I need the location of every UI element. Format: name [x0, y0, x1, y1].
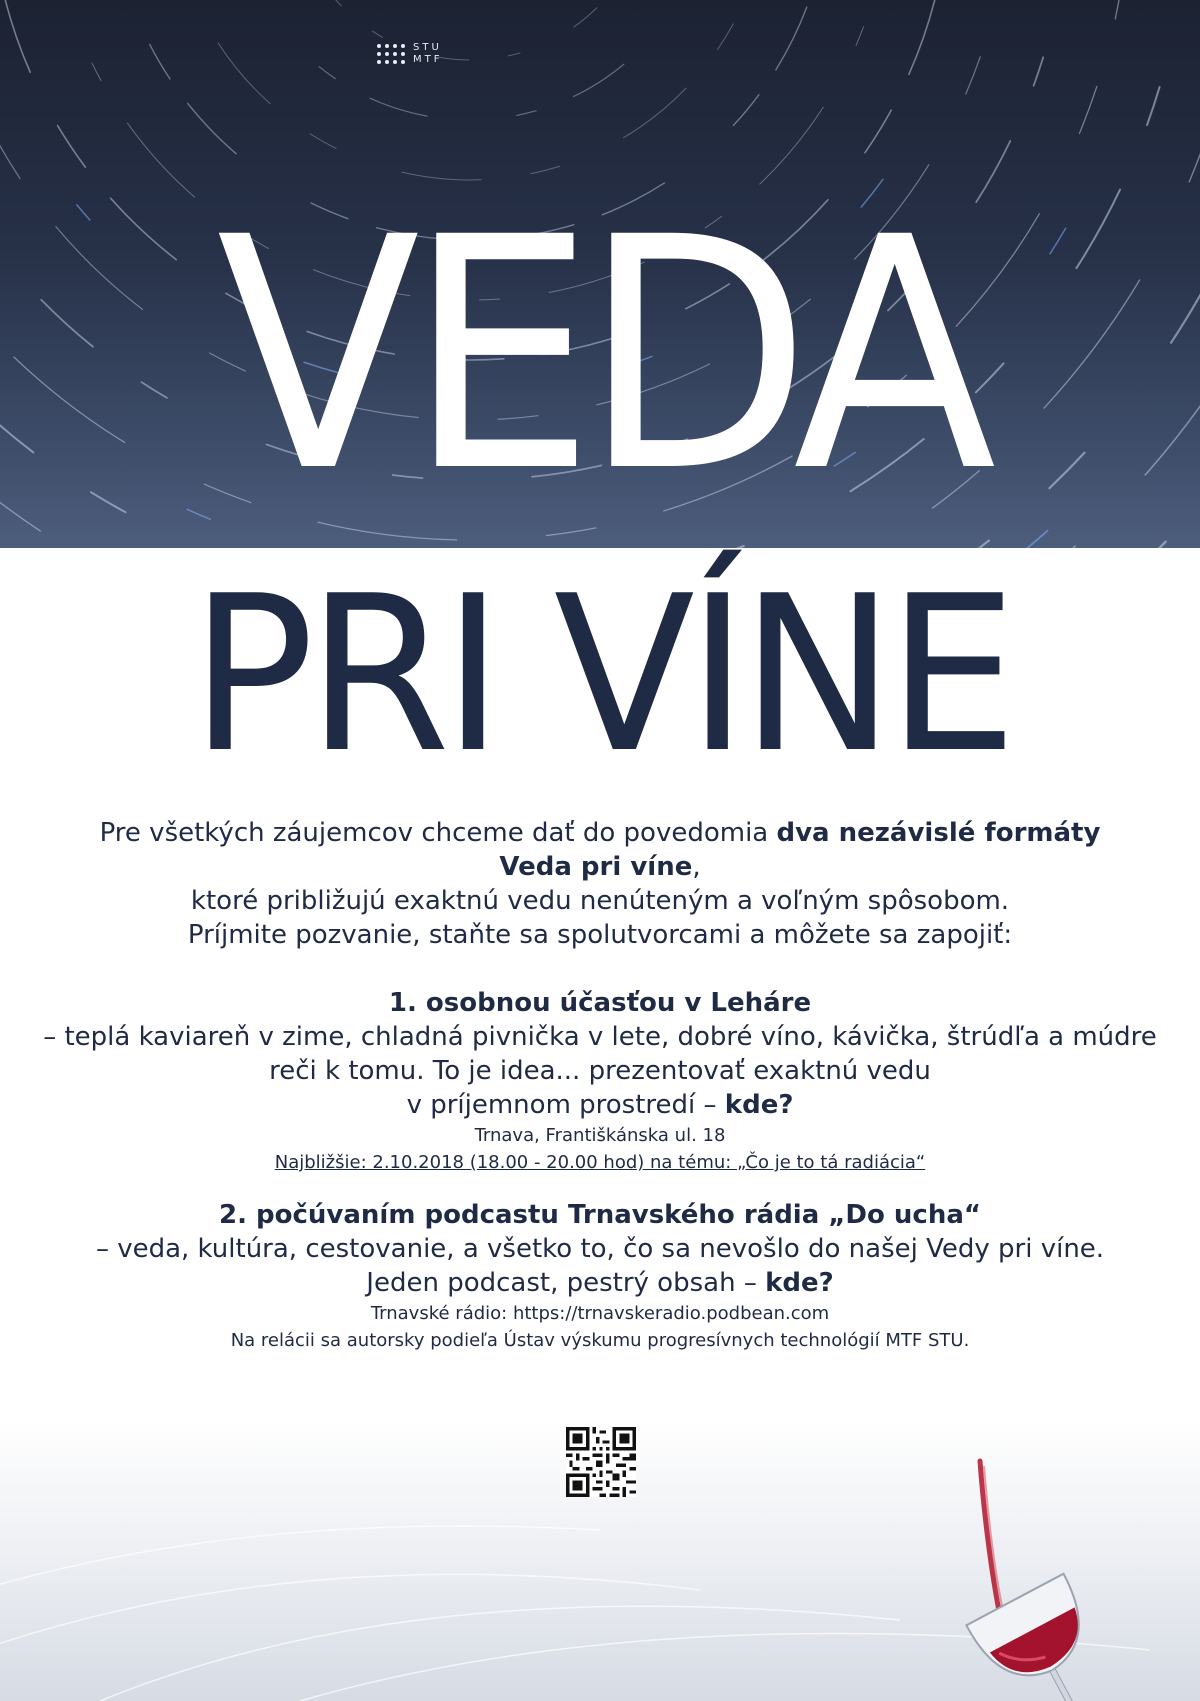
spacer — [40, 952, 1160, 986]
section1-line-1: – teplá kaviareň v zime, chladná pivnička v lete, dobré víno, kávička, štrúdľa a múdre — [43, 1022, 1157, 1052]
section2-line-2 — [40, 1266, 1160, 1300]
intro-line-2 — [40, 850, 1160, 884]
wine-glass-icon — [944, 1456, 1114, 1701]
intro-line-2-bold: Veda pri víne — [499, 852, 693, 882]
section1-line-2: reči k tomu. To je idea... prezentovať exaktnú vedu — [269, 1056, 931, 1086]
title-pri-vine: PRI VÍNE — [190, 549, 1010, 800]
section1-next-event: Najbližšie: 2.10.2018 (18.00 - 20.00 hod) na tému: „Čo je to tá radiácia“ — [274, 1152, 926, 1173]
title-veda: VEDA — [216, 170, 984, 542]
poster-content — [40, 816, 1160, 1354]
section1-address: Trnava, Františkánska ul. 18 — [474, 1125, 726, 1146]
section2-line-1: – veda, kultúra, cestovanie, a všetko to, čo sa nevošlo do našej Vedy pri víne. — [95, 1234, 1105, 1264]
section2-credit: Na relácii sa autorsky podieľa Ústav výskumu progresívnych technológií MTF STU. — [230, 1330, 970, 1351]
logo-text-bottom: MTF — [413, 54, 443, 65]
logo-text — [413, 42, 443, 66]
section2-heading: 2. počúvaním podcastu Trnavského rádia „Do ucha“ — [219, 1200, 981, 1230]
spacer — [40, 1176, 1160, 1198]
intro-line-1-plain: Pre všetkých záujemcov chceme dať do povedomia — [99, 818, 777, 848]
section2-radio-link: Trnavské rádio: https://trnavskeradio.podbean.com — [370, 1303, 830, 1324]
logo-text-top: STU — [413, 42, 442, 53]
intro-line-4: Príjmite pozvanie, staňte sa spolutvorcami a môžete sa zapojiť: — [187, 920, 1013, 950]
section1-heading: 1. osobnou účasťou v Leháre — [388, 988, 812, 1018]
intro-line-3: ktoré približujú exaktnú vedu nenúteným a voľným spôsobom. — [190, 886, 1010, 916]
stu-dots-logo-icon — [377, 44, 405, 64]
stu-mtf-logo — [377, 42, 443, 66]
section1-line-3 — [40, 1088, 1160, 1122]
qr-code-icon — [566, 1427, 636, 1497]
section2-line-2-bold: kde? — [765, 1268, 834, 1298]
intro-line-2-plain: , — [692, 852, 701, 882]
section1-line-3-bold: kde? — [724, 1090, 794, 1120]
intro-line-1 — [40, 816, 1160, 850]
section1-line-3-plain: v príjemnom prostredí – — [406, 1090, 725, 1120]
section2-line-2-plain: Jeden podcast, pestrý obsah – — [366, 1268, 766, 1298]
intro-line-1-bold: dva nezávislé formáty — [776, 818, 1101, 848]
